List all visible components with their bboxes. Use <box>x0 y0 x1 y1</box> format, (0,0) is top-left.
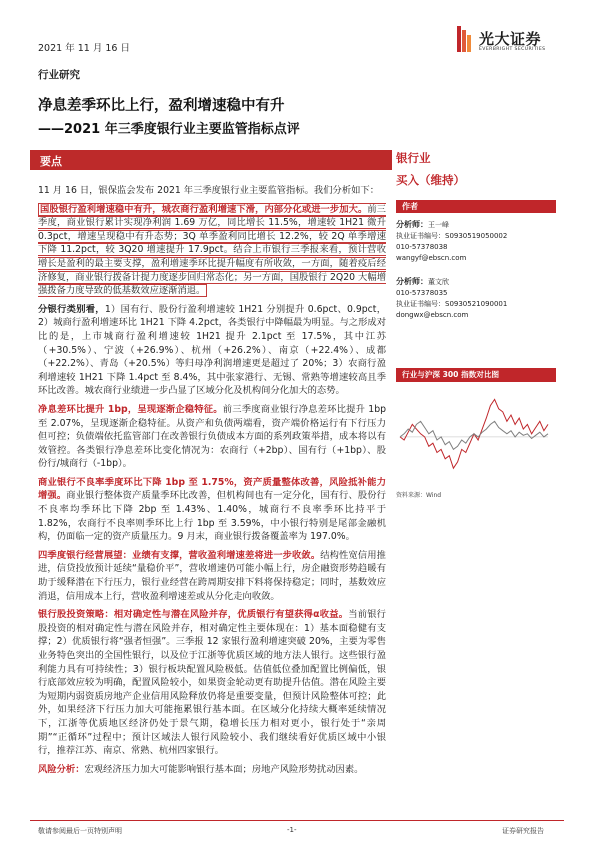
index-comparison-chart <box>396 384 558 484</box>
author-1: 分析师：王一峰 执业证书编号：S0930519050002 010-57378038 wangyf@ebscn.com <box>396 219 556 264</box>
author-2-phone: 010-57378035 <box>396 289 448 297</box>
author-1-cert: 执业证书编号：S0930519050002 <box>396 232 508 240</box>
key-points-banner <box>30 150 392 170</box>
paragraph-strategy: 银行股投资策略：相对确定性与潜在风险并存，优质银行有望获得α收益。当前银行股投资的相对确定性与潜在风险并存，相对确定性主要体现在：1）基本面稳健有支撑；2）优质银行将“强者恒强”。三季报 12 家银行盈利增速突破 20%，主要为零售业务特色突出的全国性银行，以及位于江浙等优质区域的地方法人银行。这些银行盈利能力具有可持续性；3）银行板块配置风险极低。估值低位叠加配置比例偏低，银行底部效应较为明确，配置风险较小，如果资金轮动更有助提升估值。潜在风险主要为短期内弱资质房地产企业信用风险释放仍将是重要变量，但预计风险整体可控；此外，如果经济下行压力加大可能拖累银行基本面。在区域分化持续大概率延续情况下，江浙等优质地区经济仍处于景气期，稳增长压力相对更小，银行处于“亲周期”“正循环”过程中；预计区域法人银行风险较小、我们继续看好优质区域中小银行，推荐江苏、南京、常熟、杭州四家银行。 <box>38 609 386 757</box>
paragraph-bank-types: 分银行类别看，1）国有行、股份行盈利增速较 1H21 分别提升 0.6pct、0.9pct，2）城商行盈利增速环比 1H21 下降 4.2pct，各类银行中降幅最为明显。与之形成对比的是，上市城商行盈利增速较 1H21 提升 2.1pct 至 17.5%，其中江苏（+30.5%）、宁波（+26.9%）、杭州（+26.2%）、南京（+22.4%）、成都（+22.2%）、青岛（+20.5%）等归母净利润增速更是超过了 20%；3）农商行盈利增速较 1H21 下降 1.4pct 至 8.4%，其中张家港行、无锡、常熟等增速较高且季环比改善。城农商行业绩进一步凸显了区域分化及机构间分化加大的态势。 <box>38 303 386 397</box>
page-number: -1- <box>287 826 297 834</box>
footer-divider <box>30 820 564 821</box>
author-2: 分析师：董文欣 010-57378035 执业证书编号：S0930521090001 dongwx@ebscn.com <box>396 276 556 321</box>
report-category: 行业研究 <box>38 69 80 81</box>
author-1-phone: 010-57378038 <box>396 243 448 251</box>
chart-header: 行业与沪深 300 指数对比图 <box>396 368 556 382</box>
footer-report-type: 证券研究报告 <box>502 827 544 835</box>
key-points-label: 要点 <box>40 155 62 168</box>
author-1-name: 王一峰 <box>428 221 449 229</box>
authors-header: 作者 <box>396 200 556 213</box>
report-title: 净息差季环比上行，盈利增速稳中有升 <box>38 98 285 114</box>
report-date: 2021 年 11 月 16 日 <box>38 43 130 54</box>
paragraph-nim: 净息差环比提升 1bp，呈现逐渐企稳特征。前三季度商业银行净息差环比提升 1bp 至 2.07%，呈现逐渐企稳特征。从资产和负债两端看，资产端价格运行有下行压力但可控；负债端依托监管部门在改善银行负债成本方面的系列政策举措，成本将以有效管控。各类银行净息差环比变化情况为：农商行（+2bp）、国有行（+1bp）、股份行/城商行（-1bp）。 <box>38 403 386 470</box>
company-logo <box>455 26 565 56</box>
chart-source: 资料来源：Wind <box>396 492 442 499</box>
sidebar <box>396 150 556 321</box>
paragraph-npl: 商业银行不良率季度环比下降 1bp 至 1.75%，资产质量整体改善，风险抵补能力增强。商业银行整体资产质量季环比改善，但机构间也有一定分化，国有行、股份行不良率均季环比下降 2bp 至 1.43%、1.40%，城商行不良率季环比持平于 1.82%，农商行不良率则季环比上行 1bp 至 3.59%，中小银行特别是尾部金融机构，仍面临一定的资产质量压力。9 月末，商业银行拨备覆盖率为 197.0%。 <box>38 476 386 543</box>
author-2-email[interactable]: dongwx@ebscn.com <box>396 311 469 319</box>
logo-text-en: EVERBRIGHT SECURITIES <box>479 47 546 52</box>
report-subtitle: ——2021 年三季度银行业主要监管指标点评 <box>38 122 300 137</box>
author-1-email[interactable]: wangyf@ebscn.com <box>396 254 467 262</box>
sector-name: 银行业 <box>396 151 431 165</box>
footer-disclaimer[interactable]: 敬请参阅最后一页特别声明 <box>38 827 122 835</box>
author-2-cert: 执业证书编号：S0930521090001 <box>396 300 508 308</box>
paragraph-risk: 风险分析：宏观经济压力加大可能影响银行基本面；房地产风险形势扰动因素。 <box>38 763 364 775</box>
rating: 买入（维持） <box>396 173 465 187</box>
logo-mark-icon <box>455 26 475 54</box>
author-2-name: 董文欣 <box>428 278 449 286</box>
paragraph-intro: 11 月 16 日，银保监会发布 2021 年三季度银行业主要监管指标。我们分析如下： <box>38 185 380 196</box>
logo-text-cn: 光大证券 <box>479 30 542 48</box>
paragraph-profit: 国股银行盈利增速稳中有升，城农商行盈利增速下滑，内部分化或进一步加大。前三季度，商业银行累计实现净利润 1.69 万亿，同比增长 11.5%，增速较 1H21 微升 0.3pct，增速呈现稳中有升态势；3Q 单季盈利同比增长 12.2%，较 2Q 单季增速下降 11.2pct，较 3Q20 增速提升 17.9pct。结合上市银行三季报来看，预计营收增长是盈利的最主要支撑，盈利增速季环比提升幅度有所收敛，一方面，随着疫后经济修复，商业银行拨备计提力度逐步回归常态化；另一方面，国股银行 2Q20 大幅增强拨备力度导致的低基数效应逐渐消退。 <box>38 203 386 297</box>
paragraph-outlook: 四季度银行经营展望：业绩有支撑，营收盈利增速差将进一步收敛。结构性宽信用推进，信贷投放预计延续“量稳价平”，营收增速仍可能小幅上行，房企融资形势趋暖有助于缓释潜在下行压力，银行业经营在跨周期安排下料将保持稳定；同时，基数效应消退，信用成本上行，营收盈利增速差或从分化走向收敛。 <box>38 549 386 602</box>
report-body <box>38 184 386 781</box>
